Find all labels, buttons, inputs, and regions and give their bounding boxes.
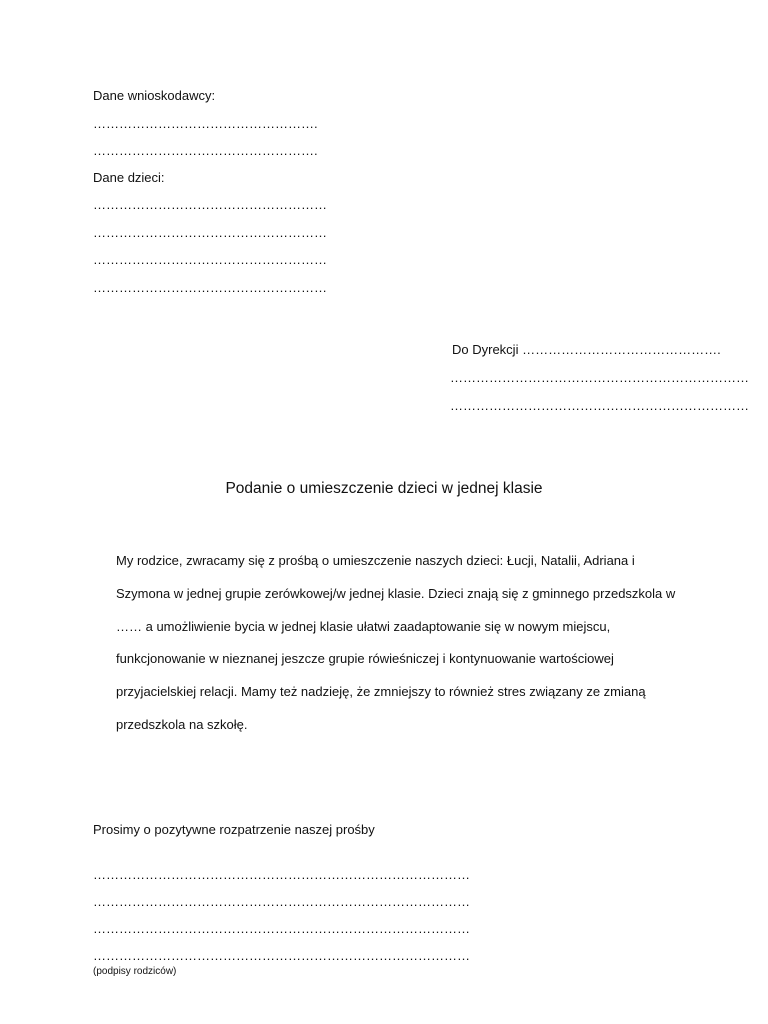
body-line-2: Szymona w jednej grupie zerówkowej/w jednej klasie. Dzieci znają się z gminnego przedszkola w xyxy=(116,586,676,601)
body-line-5: przyjacielskiej relacji. Mamy też nadzieję, że zmniejszy to również stres związany ze zmianą xyxy=(116,684,646,699)
addressee-line-2: …………………………………………………………… xyxy=(450,370,749,385)
applicant-line-2: ……………………………………………. xyxy=(93,143,318,158)
children-label: Dane dzieci: xyxy=(93,170,165,185)
addressee-line-3: …………………………………………………………… xyxy=(450,398,749,413)
signature-line-4: …………………………………………………………………………… xyxy=(93,948,470,963)
body-line-3: …… a umożliwienie bycia w jednej klasie ułatwi zaadaptowanie się w nowym miejscu, xyxy=(116,619,611,634)
applicant-line-1: ……………………………………………. xyxy=(93,116,318,131)
children-line-4: ……………………………………………… xyxy=(93,280,327,295)
body-line-6: przedszkola na szkołę. xyxy=(116,717,248,732)
children-line-1: ……………………………………………… xyxy=(93,197,327,212)
signature-caption: (podpisy rodziców) xyxy=(93,966,177,977)
children-line-3: ……………………………………………… xyxy=(93,252,327,267)
children-line-2: ……………………………………………… xyxy=(93,225,327,240)
document-title: Podanie o umieszczenie dzieci w jednej klasie xyxy=(225,480,543,497)
body-line-4: funkcjonowanie w nieznanej jeszcze grupie rówieśniczej i kontynuowanie wartościowej xyxy=(116,651,614,666)
body-line-1: My rodzice, zwracamy się z prośbą o umieszczenie naszych dzieci: Łucji, Natalii, Adriana i xyxy=(116,553,635,568)
signature-line-1: …………………………………………………………………………… xyxy=(93,867,470,882)
signature-line-3: …………………………………………………………………………… xyxy=(93,921,470,936)
signature-line-2: …………………………………………………………………………… xyxy=(93,894,470,909)
request-text: Prosimy o pozytywne rozpatrzenie naszej prośby xyxy=(93,822,375,837)
addressee-line-1: Do Dyrekcji ………………………………………. xyxy=(452,342,721,357)
applicant-label: Dane wnioskodawcy: xyxy=(93,88,216,103)
